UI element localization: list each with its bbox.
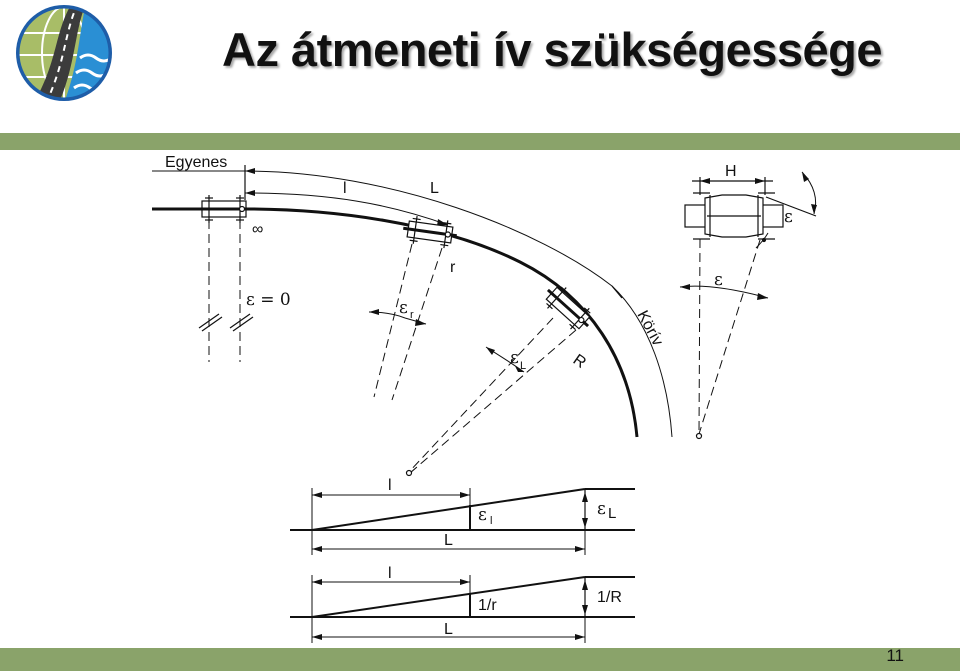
label-eps-r-sub: r (410, 309, 414, 321)
label-R: R (569, 351, 589, 372)
label-koriv: Körív (633, 307, 667, 349)
label-egyenes: Egyenes (165, 154, 228, 171)
label-eps-L-plan-sub: L (520, 360, 527, 372)
label-eps-vehicle: ε (784, 207, 793, 227)
label-eps-L: ε (597, 499, 606, 519)
label-L-ramp2: L (444, 621, 453, 638)
label-eps-zero: ε = 0 (246, 290, 291, 310)
label-H: H (725, 163, 737, 180)
label-L-ramp1: L (444, 532, 453, 549)
page-number: 11 (886, 646, 904, 665)
label-one-over-r: 1/r (478, 597, 497, 614)
label-l-ramp2: l (388, 565, 392, 582)
label-eps-r: ε (399, 298, 408, 318)
bogie-circular (539, 280, 598, 337)
label-eps-l: ε (478, 505, 487, 525)
label-eps-L-plan: ε (510, 348, 519, 368)
superelevation-ramp (290, 488, 635, 555)
bogie-transition (401, 214, 458, 249)
bogie-straight (197, 195, 251, 223)
page-title: Az átmeneti ív szükségessége (222, 23, 882, 76)
label-L-arc: L (430, 180, 439, 197)
label-eps-vehicle-2: ε (714, 270, 723, 290)
label-r: r (450, 259, 456, 276)
label-one-over-R: 1/R (597, 589, 622, 606)
vehicle-outline (685, 172, 817, 248)
label-infinity: ∞ (252, 221, 264, 238)
label-l-arc: l (343, 180, 347, 197)
label-l-ramp1: l (388, 477, 392, 494)
label-eps-l-sub: l (490, 515, 493, 527)
curvature-ramp (290, 575, 635, 643)
label-eps-L-sub: L (608, 505, 617, 522)
